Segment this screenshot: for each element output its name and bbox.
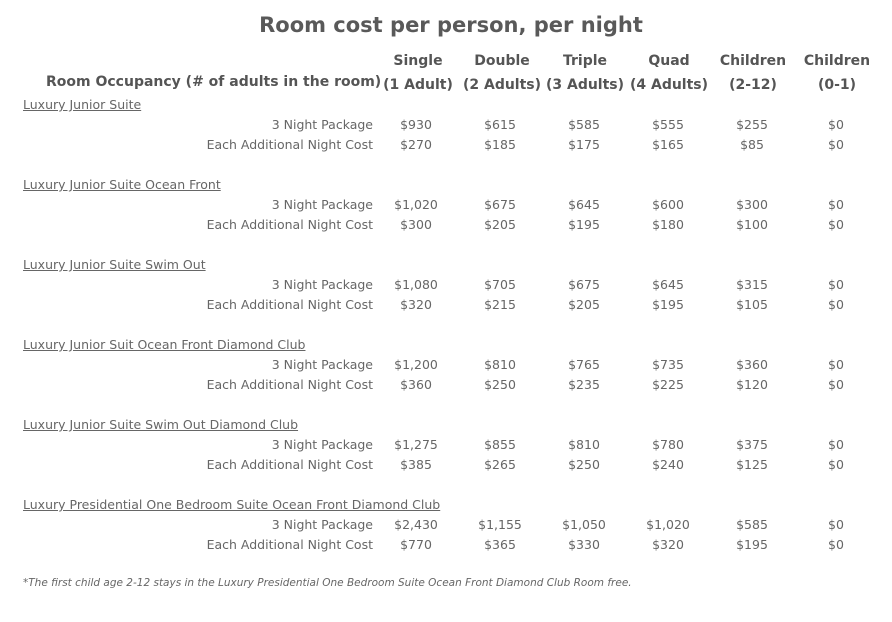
- price-cell: $675: [568, 277, 600, 292]
- price-cell: $85: [740, 137, 764, 152]
- package-row: [0, 277, 892, 297]
- price-cell: $180: [652, 217, 684, 232]
- room-block: [0, 257, 892, 319]
- price-cell: $300: [400, 217, 432, 232]
- row-label: Each Additional Night Cost: [206, 377, 373, 392]
- room-block: [0, 337, 892, 399]
- column-header-children-0-1: [793, 49, 881, 97]
- price-cell: $195: [652, 297, 684, 312]
- additional-night-row: [0, 537, 892, 557]
- price-cell: $600: [652, 197, 684, 212]
- price-cell: $765: [568, 357, 600, 372]
- column-header-line1: Triple: [562, 53, 608, 69]
- price-cell: $205: [484, 217, 516, 232]
- price-cell: $250: [484, 377, 516, 392]
- column-header-line2: (2-12): [729, 77, 777, 93]
- price-cell: $225: [652, 377, 684, 392]
- price-cell: $360: [400, 377, 432, 392]
- price-cell: $770: [400, 537, 432, 552]
- additional-night-row: [0, 137, 892, 157]
- room-name-link[interactable]: Luxury Junior Suite Swim Out: [23, 257, 206, 272]
- room-name-link[interactable]: Luxury Junior Suite: [23, 97, 142, 112]
- column-header-triple: [541, 49, 629, 97]
- price-cell: $855: [484, 437, 516, 452]
- row-label: 3 Night Package: [271, 197, 373, 212]
- price-cell: $555: [652, 117, 684, 132]
- additional-night-row: [0, 217, 892, 237]
- price-cell: $0: [828, 137, 844, 152]
- page-title: Room cost per person, per night: [259, 13, 643, 37]
- room-name-link[interactable]: Luxury Junior Suite Ocean Front: [23, 177, 221, 192]
- column-header-line1: Single: [393, 53, 443, 69]
- price-cell: $930: [400, 117, 432, 132]
- price-cell: $0: [828, 117, 844, 132]
- row-label: 3 Night Package: [271, 437, 373, 452]
- price-cell: $0: [828, 537, 844, 552]
- price-cell: $2,430: [394, 517, 438, 532]
- room-block: [0, 97, 892, 159]
- additional-night-row: [0, 457, 892, 477]
- price-cell: $320: [400, 297, 432, 312]
- row-label: 3 Night Package: [271, 277, 373, 292]
- column-header-line1: Quad: [648, 53, 690, 69]
- price-cell: $615: [484, 117, 516, 132]
- price-cell: $375: [736, 437, 768, 452]
- package-row: [0, 517, 892, 537]
- row-label: 3 Night Package: [271, 357, 373, 372]
- price-cell: $1,155: [478, 517, 522, 532]
- price-cell: $645: [568, 197, 600, 212]
- column-header-quad: [625, 49, 713, 97]
- price-cell: $0: [828, 217, 844, 232]
- column-header-line2: (2 Adults): [462, 77, 542, 93]
- price-cell: $300: [736, 197, 768, 212]
- price-cell: $585: [736, 517, 768, 532]
- price-cell: $195: [736, 537, 768, 552]
- price-cell: $705: [484, 277, 516, 292]
- package-row: [0, 197, 892, 217]
- price-cell: $175: [568, 137, 600, 152]
- room-name-link[interactable]: Luxury Junior Suite Swim Out Diamond Club: [23, 417, 299, 432]
- row-label: Each Additional Night Cost: [206, 457, 373, 472]
- price-cell: $365: [484, 537, 516, 552]
- price-cell: $120: [736, 377, 768, 392]
- room-block: [0, 177, 892, 239]
- package-row: [0, 357, 892, 377]
- price-cell: $1,020: [646, 517, 690, 532]
- package-row: [0, 117, 892, 137]
- price-cell: $185: [484, 137, 516, 152]
- column-header-single: [374, 49, 462, 97]
- price-cell: $125: [736, 457, 768, 472]
- price-cell: $320: [652, 537, 684, 552]
- price-cell: $165: [652, 137, 684, 152]
- price-cell: $0: [828, 437, 844, 452]
- column-header-line2: (4 Adults): [629, 77, 709, 93]
- column-header-children-2-12: [709, 49, 797, 97]
- price-cell: $205: [568, 297, 600, 312]
- price-cell: $330: [568, 537, 600, 552]
- price-cell: $0: [828, 357, 844, 372]
- column-header-line1: Double: [474, 53, 530, 69]
- price-cell: $1,200: [394, 357, 438, 372]
- price-cell: $255: [736, 117, 768, 132]
- price-cell: $1,020: [394, 197, 438, 212]
- price-cell: $265: [484, 457, 516, 472]
- price-cell: $100: [736, 217, 768, 232]
- row-label: Each Additional Night Cost: [206, 537, 373, 552]
- price-cell: $1,275: [394, 437, 438, 452]
- occupancy-label: Room Occupancy (# of adults in the room): [46, 74, 382, 90]
- price-cell: $315: [736, 277, 768, 292]
- room-name-link[interactable]: Luxury Presidential One Bedroom Suite Ocean Front Diamond Club: [23, 497, 441, 512]
- price-cell: $270: [400, 137, 432, 152]
- room-name-link[interactable]: Luxury Junior Suit Ocean Front Diamond Club: [23, 337, 306, 352]
- price-cell: $0: [828, 297, 844, 312]
- price-cell: $0: [828, 377, 844, 392]
- price-cell: $360: [736, 357, 768, 372]
- price-cell: $385: [400, 457, 432, 472]
- price-cell: $0: [828, 277, 844, 292]
- price-cell: $0: [828, 517, 844, 532]
- price-cell: $250: [568, 457, 600, 472]
- price-cell: $735: [652, 357, 684, 372]
- price-cell: $195: [568, 217, 600, 232]
- column-header-line2: (0-1): [817, 77, 857, 93]
- additional-night-row: [0, 377, 892, 397]
- price-cell: $675: [484, 197, 516, 212]
- row-label: 3 Night Package: [271, 517, 373, 532]
- price-cell: $0: [828, 457, 844, 472]
- price-cell: $105: [736, 297, 768, 312]
- column-header-line1: Children: [719, 53, 787, 69]
- price-cell: $240: [652, 457, 684, 472]
- package-row: [0, 437, 892, 457]
- price-cell: $215: [484, 297, 516, 312]
- additional-night-row: [0, 297, 892, 317]
- footnote: *The first child age 2-12 stays in the Luxury Presidential One Bedroom Suite Ocean Front Diamond Club Room free.: [23, 577, 632, 589]
- price-cell: $1,050: [562, 517, 606, 532]
- price-cell: $645: [652, 277, 684, 292]
- column-header-double: [458, 49, 546, 97]
- column-header-line2: (1 Adult): [383, 77, 453, 93]
- row-label: Each Additional Night Cost: [206, 297, 373, 312]
- price-cell: $810: [568, 437, 600, 452]
- room-block: [0, 417, 892, 479]
- room-block: [0, 497, 892, 559]
- price-cell: $0: [828, 197, 844, 212]
- column-header-line1: Children: [803, 53, 871, 69]
- price-cell: $1,080: [394, 277, 438, 292]
- row-label: Each Additional Night Cost: [206, 217, 373, 232]
- column-header-line2: (3 Adults): [545, 77, 625, 93]
- price-cell: $780: [652, 437, 684, 452]
- row-label: Each Additional Night Cost: [206, 137, 373, 152]
- row-label: 3 Night Package: [271, 117, 373, 132]
- price-cell: $585: [568, 117, 600, 132]
- price-cell: $235: [568, 377, 600, 392]
- price-cell: $810: [484, 357, 516, 372]
